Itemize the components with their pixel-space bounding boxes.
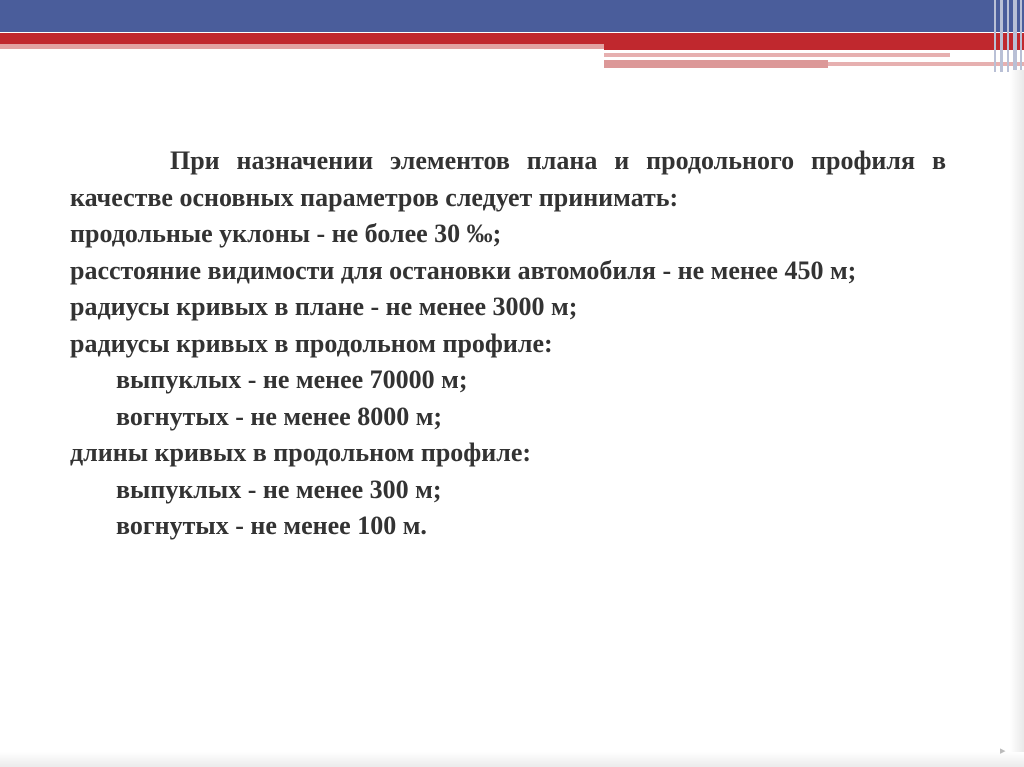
header-edge-lines (992, 0, 1024, 72)
next-slide-arrow-icon[interactable]: ▸ (1000, 744, 1006, 757)
profile-length-heading: длины кривых в продольном профиле: (70, 438, 532, 467)
profile-length-concave: вогнутых - не менее 100 м. (116, 511, 427, 540)
profile-radius-heading: радиусы кривых в продольном профиле: (70, 328, 553, 358)
header-band-blue (0, 0, 1024, 32)
profile-radius-concave: вогнутых - не менее 8000 м; (116, 401, 443, 431)
slide-shadow-right (1010, 70, 1024, 767)
visibility-requirement: расстояние видимости для остановки автомобиля - не менее 450 м; (70, 255, 857, 285)
header-band-pink (0, 44, 604, 49)
profile-length-convex: выпуклых - не менее 300 м; (116, 474, 442, 504)
gradient-requirement: продольные уклоны - не более 30 ‰; (70, 219, 502, 248)
plan-radius-requirement: радиусы кривых в плане - не менее 3000 м; (70, 292, 578, 321)
intro-paragraph: При назначении элементов плана и продольного профиля в качестве основных параметров следует принимать: (70, 146, 946, 212)
header-band-red-secondary (604, 44, 1024, 50)
header-band-pink-tertiary (604, 60, 828, 68)
profile-radius-convex: выпуклых - не менее 70000 м; (116, 365, 468, 394)
slide-content (70, 143, 946, 545)
slide-shadow-bottom (0, 752, 1024, 767)
header-band-pink-secondary (604, 53, 950, 57)
header-band-red (0, 33, 1024, 44)
